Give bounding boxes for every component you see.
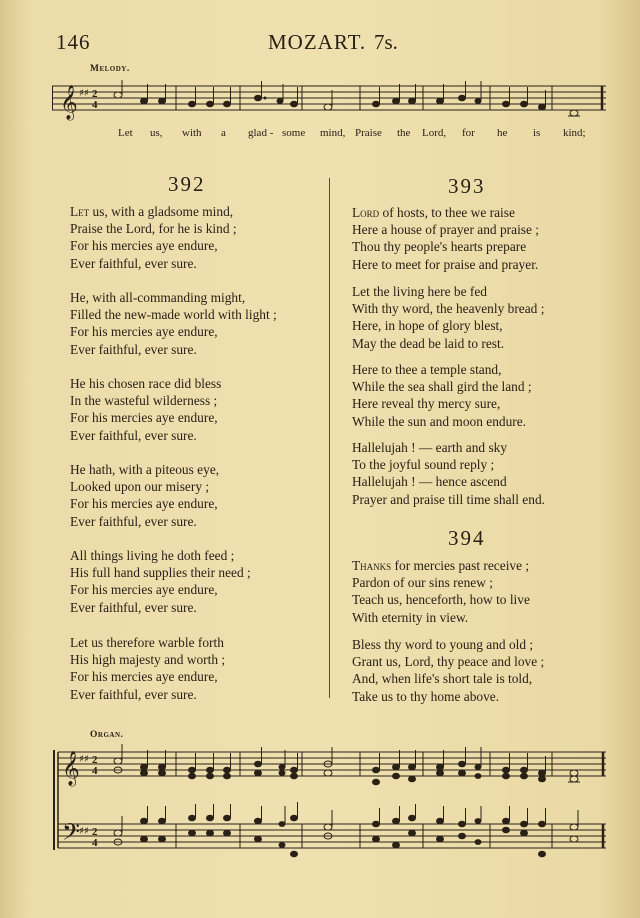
hymn-392-stanza-2 (70, 289, 277, 358)
verse-line: In the wasteful wilderness ; (70, 393, 218, 409)
hymn-392-stanza-6 (70, 634, 225, 703)
verse-line: All things living he doth feed ; (70, 548, 235, 563)
verse-line: While the sun and moon endure. (352, 413, 527, 429)
svg-text:4: 4 (92, 837, 98, 849)
hymn-394-stanza-2 (352, 636, 544, 705)
svg-text:4: 4 (92, 765, 98, 777)
organ-score (50, 744, 610, 864)
verse-line: Ever faithful, ever sure. (70, 513, 197, 529)
syllable: glad - (248, 127, 274, 139)
verse-line: Here a house of prayer and praise ; (352, 222, 540, 238)
verse-line: His full hand supplies their need ; (70, 565, 251, 581)
verse-line: Here to meet for praise and prayer. (352, 256, 539, 272)
verse-line: Lord of hosts, to thee we raise (352, 205, 515, 220)
verse-line: Ever faithful, ever sure. (70, 341, 197, 357)
hymn-393-stanza-1 (352, 204, 539, 273)
verse-line: To the joyful sound reply ; (352, 457, 495, 473)
syllable: kind; (563, 127, 586, 139)
verse-line: With thy word, the heavenly bread ; (352, 301, 545, 317)
verse-line: Hallelujah ! — hence ascend (352, 474, 507, 490)
svg-text:2: 2 (92, 88, 98, 100)
verse-line: Here reveal thy mercy sure, (352, 396, 501, 412)
hymn-393-stanza-2 (352, 283, 544, 352)
verse-line: Ever faithful, ever sure. (70, 599, 197, 615)
svg-text:𝄞: 𝄞 (62, 751, 80, 786)
svg-text:2: 2 (92, 826, 98, 838)
verse-line: For his mercies aye endure, (70, 669, 218, 685)
tune-name: MOZART. (268, 30, 367, 54)
page-number: 146 (56, 30, 91, 54)
verse-line: Let the living here be fed (352, 284, 487, 299)
verse-line: Filled the new-made world with light ; (70, 307, 277, 323)
hymn-number-393: 393 (448, 174, 486, 198)
verse-line: Ever faithful, ever sure. (70, 427, 197, 443)
hymn-392-stanza-4 (70, 461, 219, 530)
verse-line: Teach us, henceforth, how to live (352, 592, 530, 608)
hymn-393-stanza-3 (352, 361, 532, 430)
verse-line-rest: for mercies past receive ; (391, 558, 530, 573)
syllable: us, (150, 127, 163, 139)
syllable: for (462, 127, 475, 139)
syllable: Let (118, 127, 133, 139)
hymn-392-stanza-5 (70, 547, 251, 616)
verse-line: Let us therefore warble forth (70, 635, 224, 650)
verse-line: For his mercies aye endure, (70, 324, 218, 340)
hymn-393-stanza-4 (352, 439, 545, 508)
hymn-392-stanza-1 (70, 203, 237, 272)
verse-line: Looked upon our misery ; (70, 479, 210, 495)
verse-line: For his mercies aye endure, (70, 496, 218, 512)
organ-label: Organ. (90, 730, 124, 740)
svg-text:4: 4 (92, 99, 98, 111)
verse-line: Hallelujah ! — earth and sky (352, 440, 508, 455)
svg-text:𝄢: 𝄢 (62, 818, 81, 851)
verse-line-rest: us, with a gladsome mind, (89, 204, 234, 219)
verse-line: And, when life's short tale is told, (352, 671, 533, 687)
melody-label: Melody. (90, 64, 130, 74)
verse-line: His high majesty and worth ; (70, 652, 226, 668)
verse-line: With eternity in view. (352, 609, 469, 625)
verse-line: For his mercies aye endure, (70, 582, 218, 598)
syllable: some (282, 127, 306, 139)
verse-line: He his chosen race did bless (70, 376, 222, 391)
svg-text:♯♯: ♯♯ (79, 826, 89, 837)
syllable: Praise (355, 127, 382, 139)
verse-line: Let us, with a gladsome mind, (70, 204, 234, 219)
meter: 7s. (374, 30, 398, 54)
verse-line: Bless thy word to young and old ; (352, 637, 534, 652)
verse-line: Take us to thy home above. (352, 688, 500, 704)
svg-text:2: 2 (92, 754, 98, 766)
svg-text:♯♯: ♯♯ (79, 754, 89, 765)
syllable: mind, (320, 127, 346, 139)
syllable: with (182, 127, 202, 139)
melody-lyrics (100, 127, 610, 143)
verse-line: Ever faithful, ever sure. (70, 686, 197, 702)
melody-staff (52, 80, 608, 130)
verse-line: He, with all-commanding might, (70, 290, 246, 305)
hymn-number-392: 392 (168, 172, 206, 196)
verse-line: He hath, with a piteous eye, (70, 462, 220, 477)
verse-line: For his mercies aye endure, (70, 410, 218, 426)
syllable: is (533, 127, 541, 139)
verse-line: Thanks for mercies past receive ; (352, 558, 530, 573)
verse-line-rest: of hosts, to thee we raise (379, 205, 515, 220)
verse-line: May the dead be laid to rest. (352, 335, 505, 351)
verse-line: Here to thee a temple stand, (352, 362, 502, 377)
syllable: a (221, 127, 226, 139)
verse-line: Ever faithful, ever sure. (70, 255, 197, 271)
verse-line: Prayer and praise till time shall end. (352, 491, 545, 507)
svg-text:♯♯: ♯♯ (79, 88, 89, 99)
syllable: Lord, (422, 127, 447, 139)
hymn-392-stanza-3 (70, 375, 221, 444)
syllable: he (497, 127, 508, 139)
verse-line: Praise the Lord, for he is kind ; (70, 221, 237, 237)
verse-line: For his mercies aye endure, (70, 238, 218, 254)
syllable: the (397, 127, 411, 139)
verse-line: Thou thy people's hearts prepare (352, 239, 527, 255)
column-divider (329, 178, 330, 698)
verse-line: Here, in hope of glory blest, (352, 318, 503, 334)
verse-line: Pardon of our sins renew ; (352, 575, 493, 591)
verse-line: Grant us, Lord, thy peace and love ; (352, 654, 545, 670)
hymn-number-394: 394 (448, 526, 486, 550)
page-header (56, 30, 596, 56)
hymn-394-stanza-1 (352, 557, 530, 626)
verse-line: While the sea shall gird the land ; (352, 379, 532, 395)
svg-text:𝄞: 𝄞 (60, 85, 78, 120)
